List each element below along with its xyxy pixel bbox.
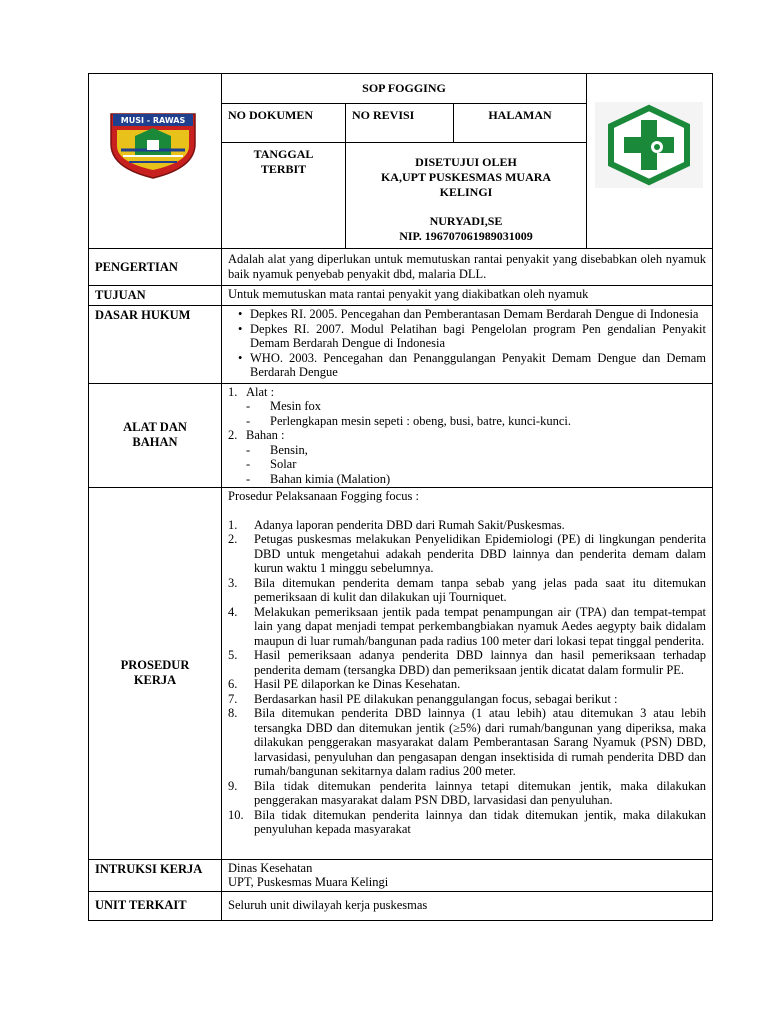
row-instruksi: [89, 859, 713, 891]
unit-terkait-label: UNIT TERKAIT: [89, 891, 222, 920]
alat-label-line: ALAT DAN: [123, 420, 187, 435]
prosedur-content: [222, 488, 713, 860]
list-item: 9. Bila tidak ditemukan penderita lainnya tetapi ditemukan jentik, maka dilakukan penggerakan masyarakat dalam PSN DBD, larvasidasi dan penyuluhan.: [228, 778, 706, 807]
musi-rawas-logo-cell: [89, 74, 222, 249]
dasar-hukum-label: DASAR HUKUM: [89, 306, 222, 384]
unit-terkait-text: Seluruh unit diwilayah kerja puskesmas: [222, 891, 713, 920]
header-table: [88, 73, 713, 249]
list-item: • Depkes RI. 2005. Pencegahan dan Pemberantasan Demam Berdarah Dengue di Indonesia: [240, 307, 706, 322]
tanggal-line: TANGGAL: [253, 147, 314, 161]
row-prosedur: [89, 488, 713, 860]
instruksi-content: [222, 859, 713, 891]
list-item: 6. Hasil PE dilaporkan ke Dinas Kesehatan.: [228, 677, 461, 691]
tujuan-text: Untuk memutuskan mata rantai penyakit yang diakibatkan oleh nyamuk: [222, 286, 713, 306]
list-item: 8. Bila ditemukan penderita DBD lainnya (1 atau lebih) atau ditemukan 3 atau lebih tersangka DBD dan ditemukan jentik (≥5%) dari rumah/bangunan yang diperiksa, maka dilakukan penggerakan masyarakat dalam Pemberantasan Sarang Nyamuk (PSN) DBD, larvasidasi, penyuluhan dan pengasapan dengan insektisida di rumah penderita DBD dan rumah/bangunan sekitarnya dalam radius 200 meter.: [228, 706, 706, 778]
list-item: 7. Berdasarkan hasil PE dilakukan penanggulangan focus, sebagai berikut :: [228, 691, 618, 706]
document-title: SOP FOGGING: [222, 74, 587, 104]
row-unit-terkait: [89, 891, 713, 920]
approver-nip: NIP. 196707061989031009: [399, 229, 533, 243]
list-item: • WHO. 2003. Pencegahan dan Penanggulangan Penyakit Demam Dengue dan Demam Berdarah Dengue: [240, 351, 706, 380]
row-dasar-hukum: [89, 306, 713, 384]
list-item: Perlengkapan mesin sepeti : obeng, busi, batre, kunci-kunci.: [270, 413, 571, 428]
list-item: Mesin fox: [270, 399, 322, 413]
no-revisi-label: NO REVISI: [346, 104, 454, 143]
alat-bahan-label: [89, 383, 222, 488]
sop-document: [88, 73, 712, 921]
puskesmas-logo-cell: [587, 74, 713, 249]
approver-name: NURYADI,SE: [429, 214, 503, 228]
instruksi-line-2: UPT, Puskesmas Muara Kelingi: [228, 875, 389, 889]
instruksi-line-1: Dinas Kesehatan: [228, 860, 313, 875]
row-tujuan: [89, 286, 713, 306]
tujuan-label: TUJUAN: [89, 286, 222, 306]
list-item: 2. Petugas puskesmas melakukan Penyelidikan Epidemiologi (PE) di lingkungan penderita DBD untuk mengetahui adakah penderita DBD lainnya dan penderita demam dalam kurun waktu 1 minggu sebelumnya.: [228, 532, 706, 575]
musi-rawas-logo: [105, 110, 201, 180]
list-item: Bahan kimia (Malation): [270, 471, 391, 486]
prosedur-label-line: PROSEDUR: [120, 658, 190, 673]
instruksi-label: INTRUKSI KERJA: [89, 859, 222, 891]
alat-bahan-content: 1. Alat : - Mesin fox - Perlengkapan mesin sepeti : obeng, busi, batre, kunci-kunci. 2. Bahan : - Bensin, - Solar - Bahan kimia (Malation): [222, 383, 713, 488]
prosedur-steps: [228, 518, 706, 837]
pengertian-label: PENGERTIAN: [89, 249, 222, 286]
approver-title: KA,UPT PUSKESMAS MUARA: [380, 170, 552, 184]
approver-title-2: KELINGI: [439, 185, 493, 199]
list-item: • Depkes RI. 2007. Modul Pelatihan bagi Pengelolan program Pen gendalian Penyakit Demam Berdarah Dengue di Indonesia: [240, 322, 706, 351]
row-pengertian: [89, 249, 713, 286]
list-item: 5. Hasil pemeriksaan adanya penderita DBD lainnya dan hasil pemeriksaan terhadap penderita demam (tersangka DBD) dan pemeriksaan jentik dicatat dalam formulir PE.: [228, 648, 706, 677]
list-item: 1. Adanya laporan penderita DBD dari Rumah Sakit/Puskesmas.: [228, 517, 565, 532]
no-dokumen-label: NO DOKUMEN: [222, 104, 346, 143]
bahan-label-line: BAHAN: [132, 435, 178, 450]
prosedur-label: [89, 488, 222, 860]
bahan-title: Bahan :: [246, 428, 285, 442]
halaman-label: HALAMAN: [454, 104, 587, 143]
content-table: [88, 249, 713, 921]
tanggal-terbit-label: [222, 143, 346, 249]
approved-by: DISETUJUI OLEH: [415, 155, 517, 169]
list-item: Bensin,: [270, 442, 308, 457]
kerja-label-line: KERJA: [133, 673, 177, 688]
prosedur-intro: Prosedur Pelaksanaan Fogging focus :: [228, 489, 419, 503]
dasar-hukum-content: [222, 306, 713, 384]
approval-block: [346, 143, 587, 249]
puskesmas-logo: [595, 102, 703, 188]
logo-text: MUSI - RAWAS: [120, 116, 186, 125]
list-item: Solar: [270, 457, 297, 471]
list-item: 10. Bila tidak ditemukan penderita lainnya dan tidak ditemukan jentik, maka dilakukan penyuluhan kepada masyarakat: [228, 807, 706, 836]
terbit-line: TERBIT: [260, 162, 307, 176]
row-alat-bahan: [89, 383, 713, 488]
alat-title: Alat :: [246, 384, 275, 399]
list-item: 4. Melakukan pemeriksaan jentik pada tempat penampungan air (TPA) dan tempat-tempat lain yang dapat menjadi tempat perkembangbiakan nyamuk Aedes aegypty baik didalam maupun di luar rumah/bangunan pada radius 100 meter dari lokasi tepat tinggal penderita.: [228, 604, 706, 648]
list-item: 3. Bila ditemukan penderita demam tanpa sebab yang jelas pada saat itu ditemukan pemeriksaan di kulit dan dilakukan uji Tourniquet.: [228, 575, 706, 604]
pengertian-text: Adalah alat yang diperlukan untuk memutuskan rantai penyakit yang disebabkan oleh nyamuk baik nyamuk penyebab penyakit dbd, malaria DLL.: [222, 249, 713, 286]
